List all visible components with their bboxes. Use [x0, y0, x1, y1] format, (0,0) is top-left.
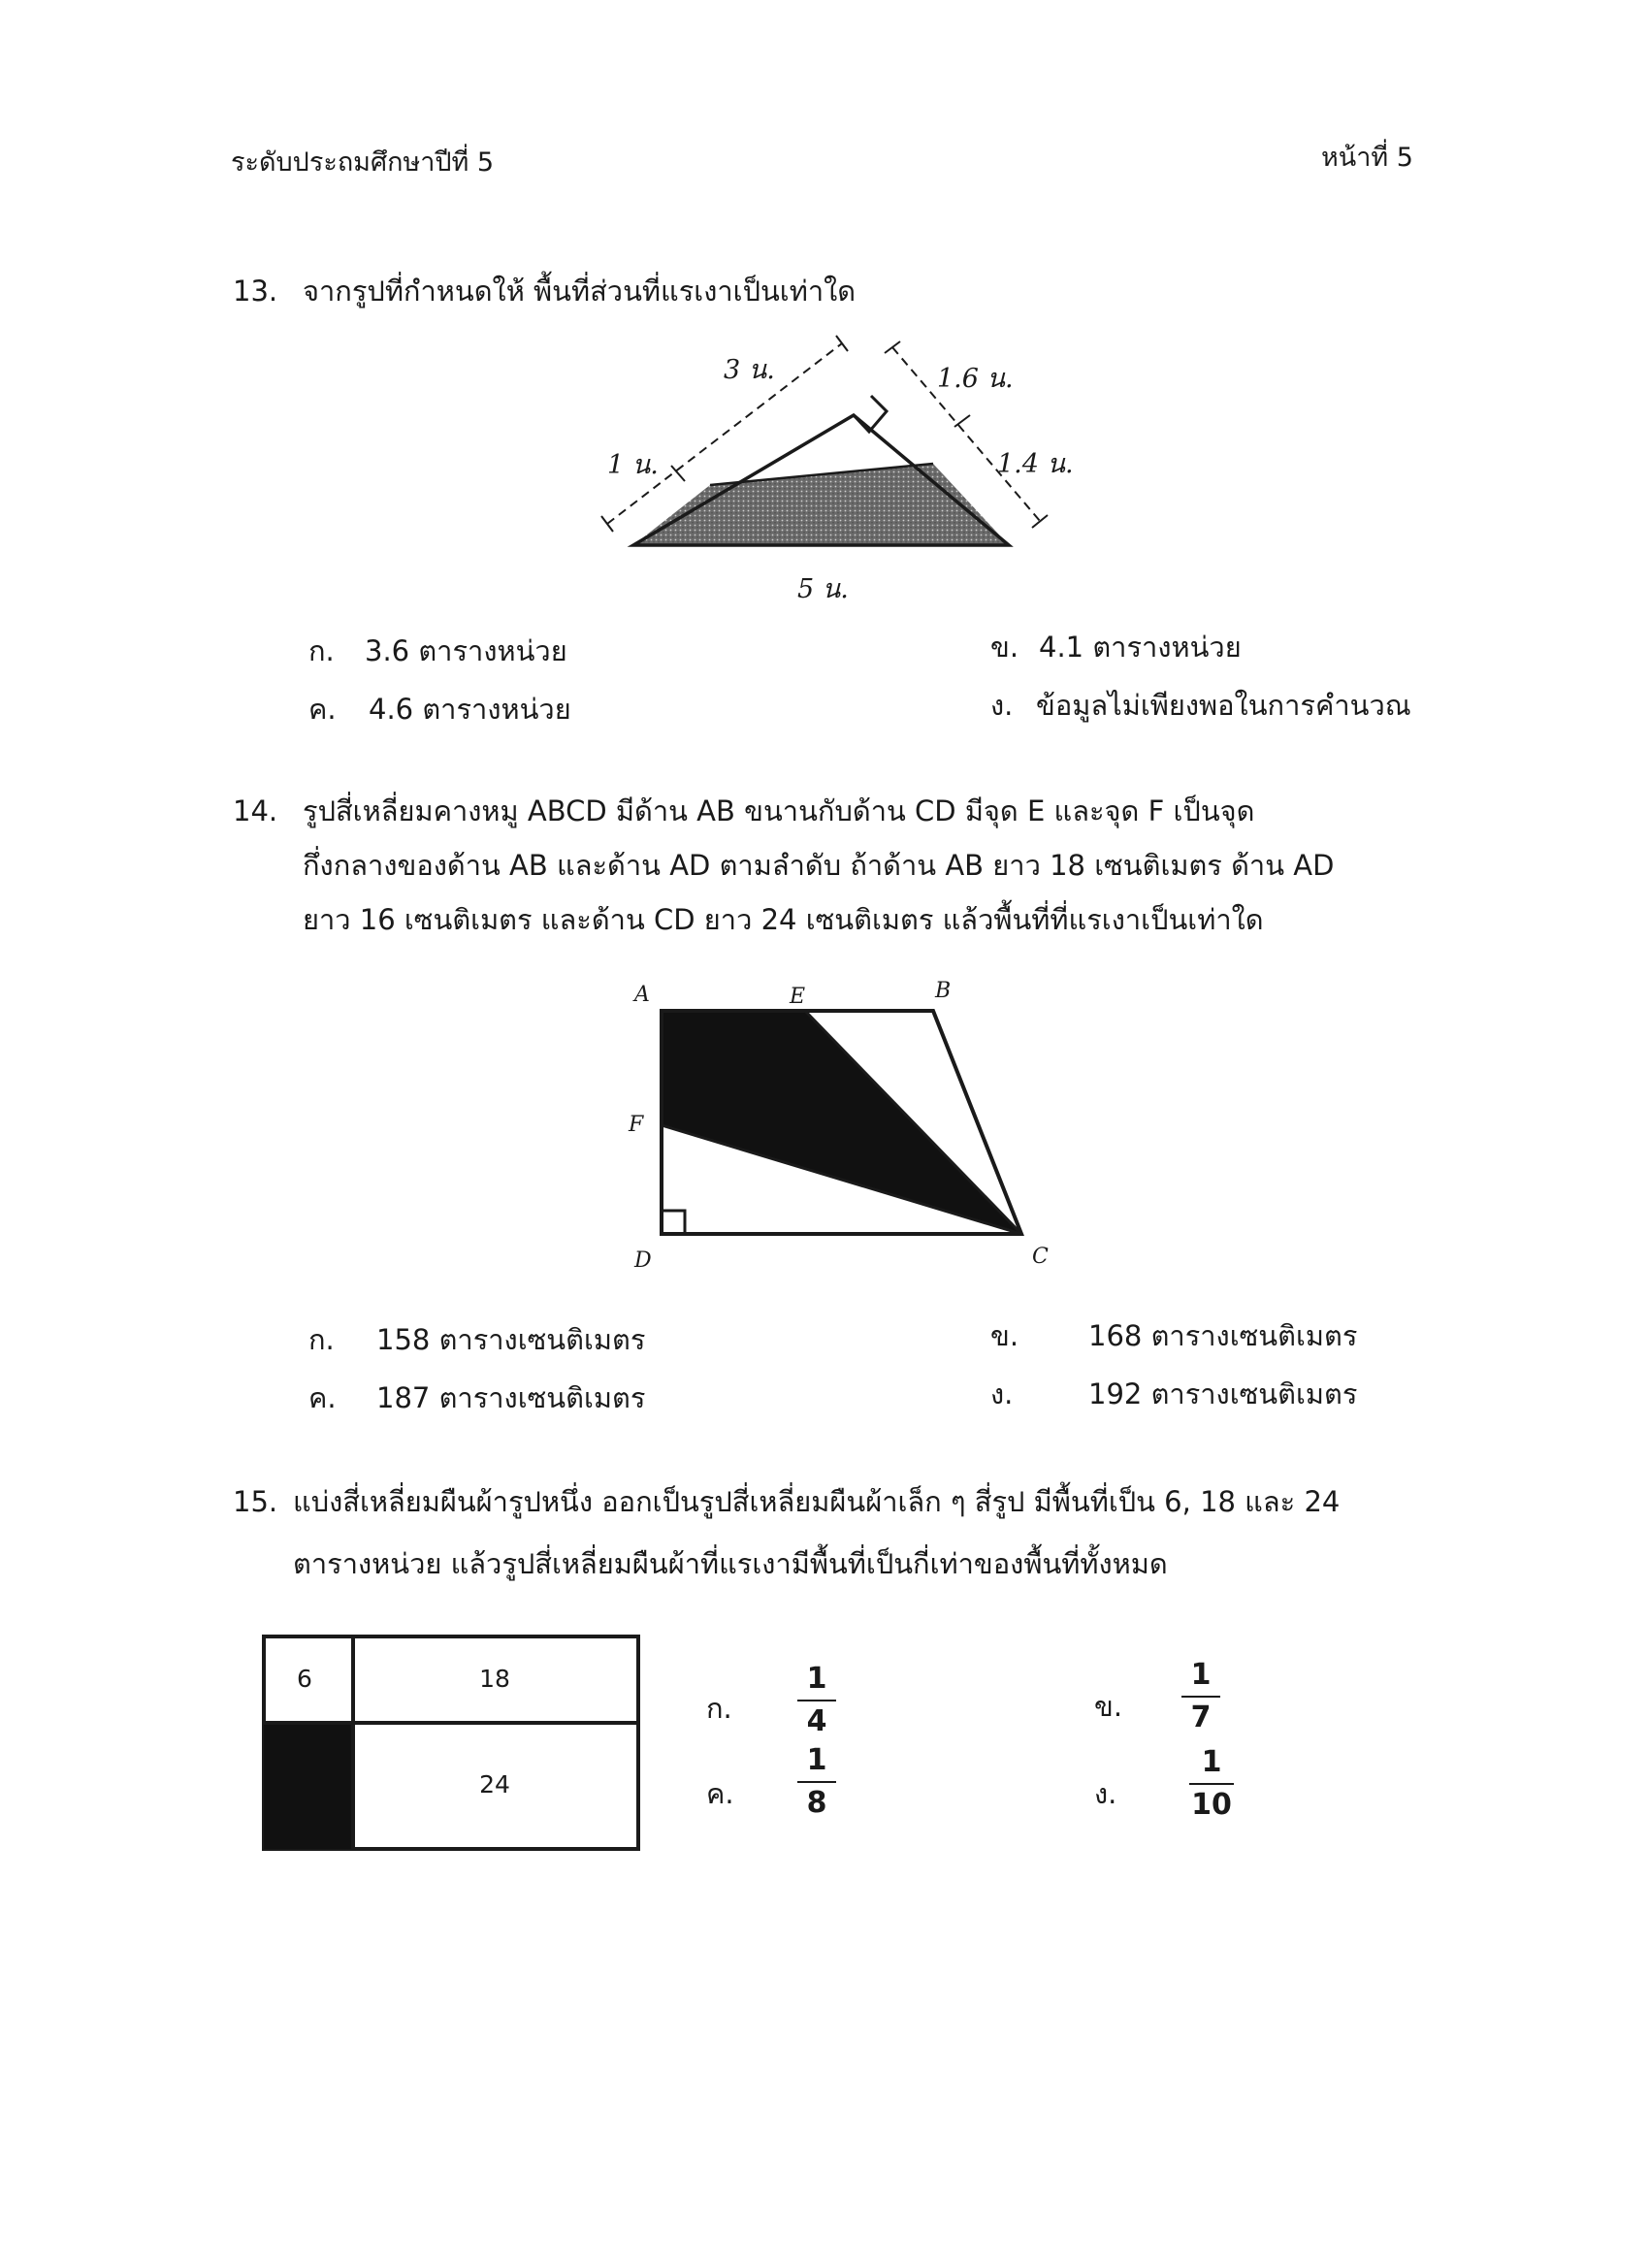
q14-point-a: A — [634, 983, 650, 1007]
q13-right-angle-mark — [854, 396, 887, 432]
q14-line-1: รูปสี่เหลี่ยมคางหมู ABCD มีด้าน AB ขนานกับด้าน CD มีจุด E และจุด F เป็นจุด — [303, 794, 1255, 827]
q13-label-right: 1.4 น. — [997, 449, 1074, 479]
header-page-number: หน้าที่ 5 — [1321, 143, 1413, 173]
q15-option-c-denominator: 8 — [806, 1786, 827, 1820]
q15-option-a-fraction — [797, 1663, 836, 1738]
q14-shaded-region — [662, 1011, 1021, 1234]
q13-option-a-key: ก. — [308, 634, 335, 667]
q14-point-d: D — [634, 1248, 652, 1273]
q14-option-c-key: ค. — [308, 1381, 337, 1414]
q15-option-b-key: ข. — [1094, 1690, 1123, 1723]
q13-option-c-text: 4.6 ตารางหน่วย — [369, 693, 571, 726]
q15-option-c-numerator: 1 — [806, 1743, 827, 1777]
q14-point-c: C — [1032, 1245, 1049, 1269]
q13-number: 13. — [233, 275, 278, 308]
q14-point-f: F — [629, 1113, 644, 1137]
q13-option-b-key: ข. — [990, 631, 1019, 664]
q15-cell-6: 6 — [297, 1665, 312, 1693]
q14-option-d-text: 192 ตารางเซนติเมตร — [1088, 1377, 1358, 1410]
q13-option-b-text: 4.1 ตารางหน่วย — [1039, 631, 1242, 664]
q15-cell-18: 18 — [479, 1665, 510, 1693]
q15-option-d-fraction — [1189, 1746, 1234, 1822]
q14-option-b-text: 168 ตารางเซนติเมตร — [1088, 1319, 1358, 1352]
q13-label-top-left: 3 น. — [724, 355, 775, 385]
q15-option-d-denominator: 10 — [1191, 1788, 1232, 1822]
q15-option-a-denominator: 4 — [806, 1704, 827, 1738]
q15-option-c-fraction — [797, 1744, 836, 1820]
q15-cell-24: 24 — [479, 1770, 510, 1798]
q14-option-a-text: 158 ตารางเซนติเมตร — [376, 1323, 646, 1356]
q15-option-a-key: ก. — [706, 1692, 732, 1725]
q14-point-e: E — [790, 985, 806, 1009]
header-level: ระดับประถมศึกษาปีที่ 5 — [231, 147, 495, 178]
q15-option-b-fraction — [1181, 1659, 1220, 1734]
q14-option-c-text: 187 ตารางเซนติเมตร — [376, 1381, 646, 1414]
q14-number: 14. — [233, 794, 278, 827]
q14-point-b: B — [935, 979, 952, 1003]
q15-option-d-key: ง. — [1094, 1777, 1117, 1810]
q14-option-d-key: ง. — [990, 1377, 1014, 1410]
q13-option-a-text: 3.6 ตารางหน่วย — [365, 634, 567, 667]
q13-option-c-key: ค. — [308, 693, 337, 726]
q14-line-2: กึ่งกลางของด้าน AB และด้าน AD ตามลำดับ ถ้าด้าน AB ยาว 18 เซนติเมตร ด้าน AD — [303, 849, 1335, 882]
q13-label-left: 1 น. — [607, 450, 659, 480]
q13-label-bottom: 5 น. — [797, 574, 849, 604]
q15-option-b-numerator: 1 — [1190, 1658, 1212, 1692]
q13-option-d-text: ข้อมูลไม่เพียงพอในการคำนวณ — [1036, 689, 1411, 722]
q14-option-b-key: ข. — [990, 1319, 1019, 1352]
q13-label-top-right: 1.6 น. — [937, 364, 1014, 394]
q14-trapezoid-figure — [611, 970, 1067, 1280]
q13-option-d-key: ง. — [990, 689, 1014, 722]
q14-option-a-key: ก. — [308, 1323, 335, 1356]
q15-number: 15. — [233, 1485, 278, 1518]
q15-shaded-cell — [264, 1723, 353, 1849]
q13-shaded-region — [633, 464, 1009, 545]
q13-triangle-figure — [582, 320, 1106, 611]
q15-option-d-numerator: 1 — [1201, 1745, 1222, 1779]
q14-line-3: ยาว 16 เซนติเมตร และด้าน CD ยาว 24 เซนติเมตร แล้วพื้นที่ที่แรเงาเป็นเท่าใด — [303, 903, 1264, 936]
q15-option-a-numerator: 1 — [806, 1662, 827, 1696]
q15-line-1: แบ่งสี่เหลี่ยมผืนผ้ารูปหนึ่ง ออกเป็นรูปสี่เหลี่ยมผืนผ้าเล็ก ๆ สี่รูป มีพื้นที่เป็น 6, 18 และ 24 — [293, 1485, 1341, 1518]
q14-right-angle-mark — [662, 1211, 685, 1234]
q15-option-b-denominator: 7 — [1190, 1701, 1212, 1734]
q15-option-c-key: ค. — [706, 1777, 734, 1810]
q13-text: จากรูปที่กำหนดให้ พื้นที่ส่วนที่แรเงาเป็นเท่าใด — [303, 275, 857, 308]
q15-line-2: ตารางหน่วย แล้วรูปสี่เหลี่ยมผืนผ้าที่แรเงามีพื้นที่เป็นกี่เท่าของพื้นที่ทั้งหมด — [293, 1547, 1168, 1580]
q15-rectangle-grid — [258, 1630, 646, 1863]
